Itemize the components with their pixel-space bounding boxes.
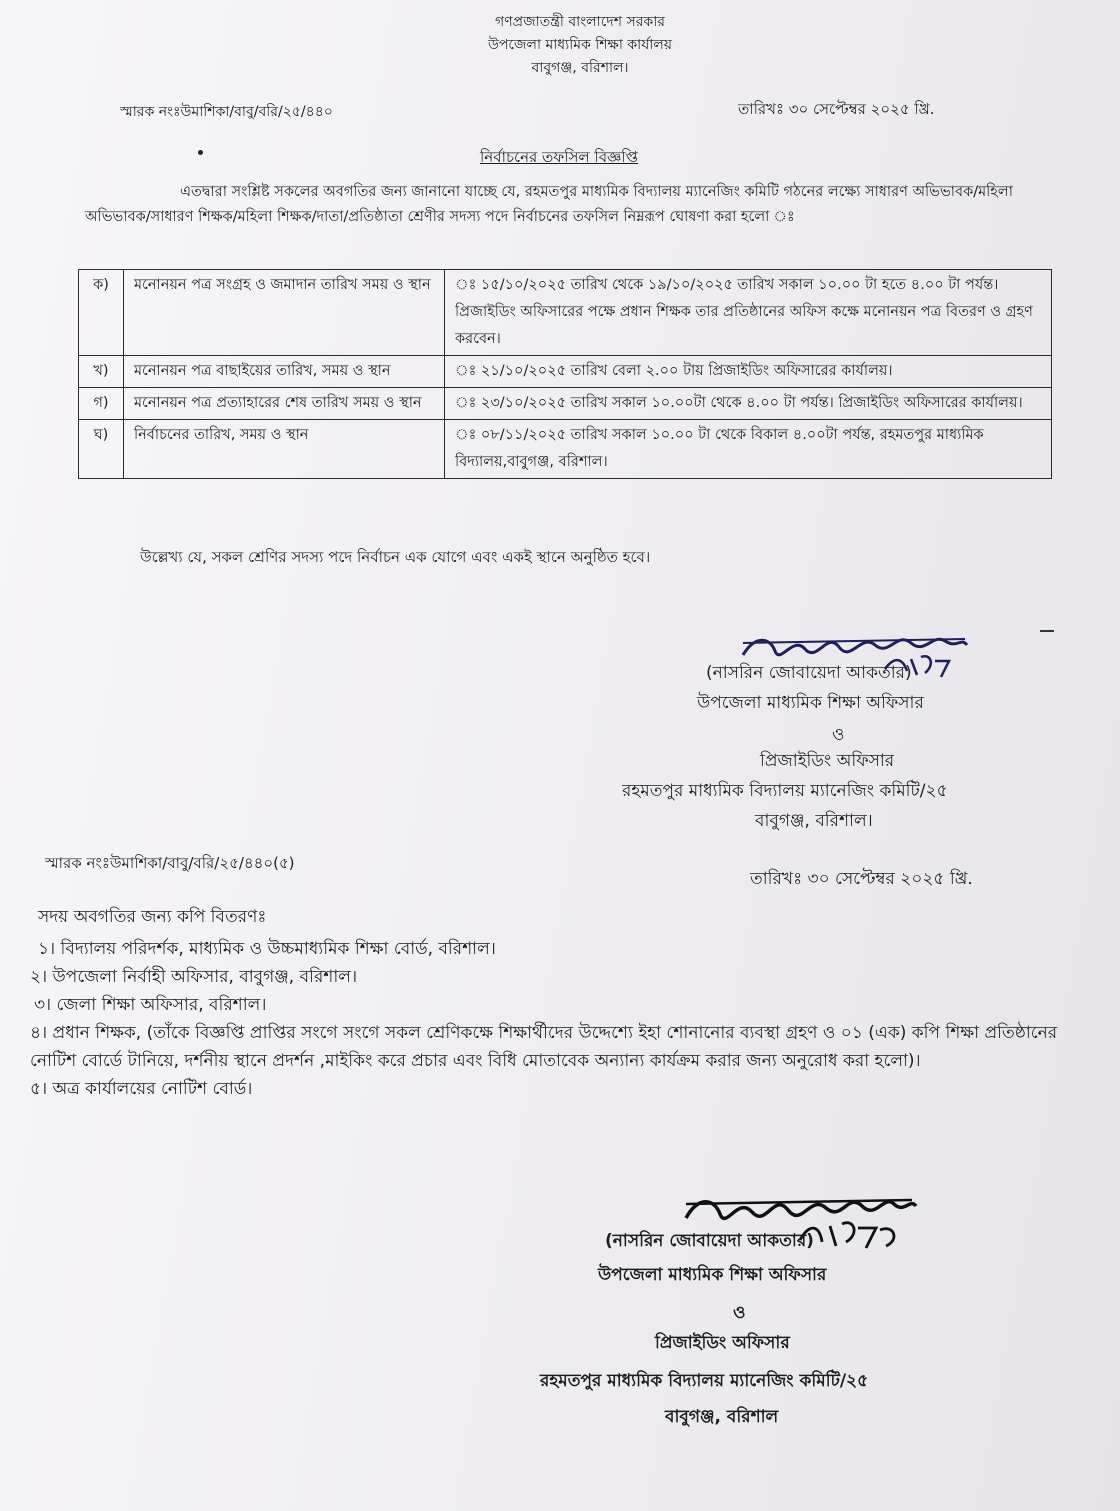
memo2-date: তারিখঃ ৩০ সেপ্টেম্বর ২০২৫ খ্রি.: [750, 869, 973, 889]
row-item: মনোনয়ন পত্র সংগ্রহ ও জমাদান তারিখ সময় ও স্থান: [124, 270, 445, 356]
table-row: [79, 420, 1052, 479]
list-item: ৪। প্রধান শিক্ষক, (তাঁকে বিজ্ঞপ্তি প্রাপ্তির সংগে সংগে সকল শ্রেণিকক্ষে শিক্ষার্থীদের উদ্দেশ্যে ইহা শোনানোর ব্যবস্থা গ্রহণ ও ০১ (এক) কপি শিক্ষা প্রতিষ্ঠানের নোটিশ বোর্ডে টানিয়ে, দর্শনীয় স্থানে প্রদর্শন ,মাইকিং করে প্রচার এবং বিধি মোতাবেক অন্যান্য কার্যক্রম করার জন্য অনুরোধ করা হলো)।: [30, 1023, 1058, 1071]
stray-mark: [1040, 630, 1054, 632]
signatory-name: (নাসরিন জোবায়েদা আকতার): [605, 1231, 814, 1251]
memo-reference: স্মারক নংঃউমাশিকা/বাবু/বরি/২৫/৪৪০: [120, 104, 333, 120]
table-row: [79, 356, 1052, 388]
table-row: [79, 388, 1052, 420]
notice-intro: এতদ্বারা সংশ্লিষ্ট সকলের অবগতির জন্য জানানো যাচ্ছে যে, রহমতপুর মাধ্যমিক বিদ্যালয় ম্যানেজিং কমিটি গঠনের লক্ষ্যে সাধারণ অভিভাবক/মহিলা অভিভাবক/সাধারণ শিক্ষক/মহিলা শিক্ষক/দাতা/প্রতিষ্ঠাতা শ্রেণীর সদস্য পদে নির্বাচনের তফসিল নিম্নরূপ ঘোষণা করা হলো ঃ: [85, 184, 1013, 225]
schedule-table: [78, 269, 1052, 479]
govt-name: গণপ্রজাতন্ত্রী বাংলাদেশ সরকার: [495, 14, 665, 30]
signatory-place: বাবুগঞ্জ, বরিশাল: [665, 1407, 779, 1427]
table-row: [79, 270, 1052, 356]
signatory-name: (নাসরিন জোবায়েদা আকতার): [706, 663, 912, 683]
list-item: ১। বিদ্যালয় পরিদর্শক, মাধ্যমিক ও উচ্চমাধ্যমিক শিক্ষা বোর্ড, বরিশাল।: [38, 939, 496, 959]
stray-mark: [198, 150, 203, 155]
row-item: মনোনয়ন পত্র প্রত্যাহারের শেষ তারিখ সময় ও স্থান: [124, 388, 445, 420]
row-label: খ): [79, 356, 124, 388]
row-label: গ): [79, 388, 124, 420]
signatory-designation: উপজেলা মাধ্যমিক শিক্ষা অফিসার: [697, 693, 924, 713]
notice-title: নির্বাচনের তফসিল বিজ্ঞপ্তি: [480, 148, 639, 166]
row-label: ক): [79, 270, 124, 356]
signatory-place: বাবুগঞ্জ, বরিশাল।: [755, 811, 873, 831]
signatory-role: প্রিজাইডিং অফিসার: [760, 751, 895, 771]
memo-date: তারিখঃ ৩০ সেপ্টেম্বর ২০২৫ খ্রি.: [738, 100, 935, 118]
row-detail: ঃ ০৮/১১/২০২৫ তারিখ সকাল ১০.০০ টা থেকে বিকাল ৪.০০টা পর্যন্ত, রহমতপুর মাধ্যমিক বিদ্যালয়,বাবুগঞ্জ, বরিশাল।: [445, 420, 1052, 479]
signatory-role: প্রিজাইডিং অফিসার: [655, 1333, 790, 1353]
signatory-committee: রহমতপুর মাধ্যমিক বিদ্যালয় ম্যানেজিং কমিটি/২৫: [540, 1371, 869, 1391]
signatory-designation: উপজেলা মাধ্যমিক শিক্ষা অফিসার: [598, 1265, 827, 1285]
row-label: ঘ): [79, 420, 124, 479]
signatory-and: ও: [832, 725, 845, 745]
notice-note: উল্লেখ্য যে, সকল শ্রেণির সদস্য পদে নির্বাচন এক যোগে এবং একই স্থানে অনুষ্ঠিত হবে।: [140, 548, 651, 566]
memo2-reference: স্মারক নংঃউমাশিকা/বাবু/বরি/২৫/৪৪০(৫): [45, 854, 295, 872]
distribution-list: [30, 935, 1060, 1103]
list-item: ২। উপজেলা নির্বাহী অফিসার, বাবুগঞ্জ, বরিশাল।: [30, 967, 358, 987]
signatory-and: ও: [733, 1303, 746, 1323]
row-item: নির্বাচনের তারিখ, সময় ও স্থান: [124, 420, 445, 479]
list-item: ৩। জেলা শিক্ষা অফিসার, বরিশাল।: [34, 995, 267, 1015]
office-location: বাবুগঞ্জ, বরিশাল।: [531, 60, 629, 76]
row-detail: ঃ ২৩/১০/২০২৫ তারিখ সকাল ১০.০০টা থেকে ৪.০০ টা পর্যন্ত। প্রিজাইডিং অফিসারের কার্যালয়।: [445, 388, 1052, 420]
distribution-heading: সদয় অবগতির জন্য কপি বিতরণঃ: [38, 907, 267, 927]
signatory-committee: রহমতপুর মাধ্যমিক বিদ্যালয় ম্যানেজিং কমিটি/২৫: [622, 781, 948, 801]
row-detail: ঃ ২১/১০/২০২৫ তারিখ বেলা ২.০০ টায় প্রিজাইডিং অফিসারের কার্যালয়।: [445, 356, 1052, 388]
list-item: ৫। অত্র কার্যালয়ের নোটিশ বোর্ড।: [30, 1079, 253, 1099]
row-detail: ঃ ১৫/১০/২০২৫ তারিখ থেকে ১৯/১০/২০২৫ তারিখ সকাল ১০.০০ টা হতে ৪.০০ টা পর্যন্ত। প্রিজাইডিং অফিসারের পক্ষে প্রধান শিক্ষক তার প্রতিষ্ঠানের অফিস কক্ষে মনোনয়ন পত্র বিতরণ ও গ্রহণ করবেন।: [445, 270, 1052, 356]
row-item: মনোনয়ন পত্র বাছাইয়ের তারিখ, সময় ও স্থান: [124, 356, 445, 388]
office-name: উপজেলা মাধ্যমিক শিক্ষা কার্যালয়: [487, 37, 673, 53]
